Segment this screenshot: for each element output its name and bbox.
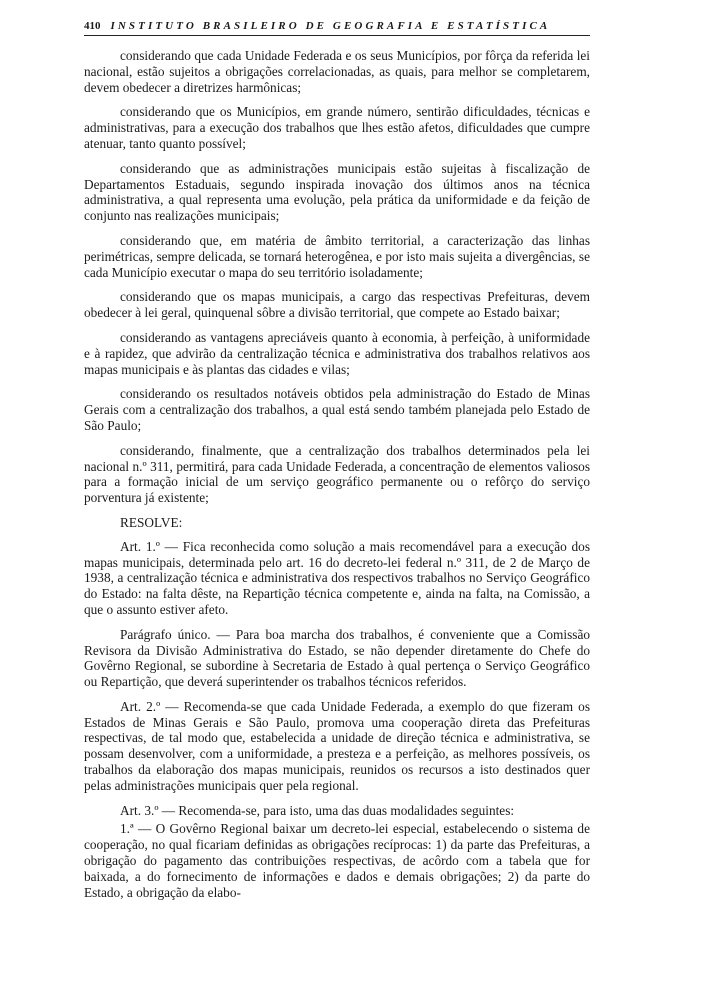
paragraph-4: considerando que, em matéria de âmbito territorial, a caracterização das linhas perimétricas, sempre delicada, se tornará heterogênea, e por isto mais sujeita a divergências, se cada Município executar o mapa do seu território isoladamente; <box>84 232 590 280</box>
page-number: 410 <box>84 20 101 32</box>
paragraph-3: considerando que as administrações municipais estão sujeitas à fiscalização de Departamentos Estaduais, segundo inspirada inovação dos últimos anos na técnica administrativa, a qual representa uma evolução, pela prática da uniformidade e da feição de conjunto nas realizações municipais; <box>84 160 590 224</box>
paragraph-7: considerando os resultados notáveis obtidos pela administração do Estado de Minas Gerais com a centralização dos trabalhos, a qual está sendo também planejada pelo Estado de São Paulo; <box>84 386 590 433</box>
article-3-item-1: 1.ª — O Govêrno Regional baixar um decreto-lei especial, estabelecendo o sistema de cooperação, no qual ficariam definidas as obrigações recíprocas: 1) da parte das Prefeituras, a obrigação do pagamento das contribuições respectivas, de acôrdo com a tabela que for baixada, a do fornecimento de informações e dados e demais obrigações; 2) da parte do Estado, a obrigação da elabo- <box>84 821 590 900</box>
resolve-heading: RESOLVE: <box>120 514 183 530</box>
paragraph-6: considerando as vantagens apreciáveis quanto à economia, à perfeição, à uniformidade e à rapidez, que advirão da centralização técnica e administrativa dos trabalhos relativos aos mapas municipais e às plantas das cidades e vilas; <box>84 329 590 377</box>
paragraph-5: considerando que os mapas municipais, a cargo das respectivas Prefeituras, devem obedecer à lei geral, quinquenal sôbre a divisão territorial, que compete ao Estado baixar; <box>84 289 590 321</box>
article-1: Art. 1.º — Fica reconhecida como solução a mais recomendável para a execução dos mapas municipais, determinada pelo art. 16 do decreto-lei federal n.º 311, de 2 de Março de 1938, a centralização técnica e administrativa dos respectivos trabalhos no Serviço Geográfico do Estado: na falta dêste, na Repartição técnica competente e, ainda na falta, na Comissão, a que o assunto estiver afeto. <box>84 538 590 617</box>
document-page <box>84 20 590 909</box>
paragraph-1: considerando que cada Unidade Federada e os seus Municípios, por fôrça da referida lei nacional, estão sujeitos a obrigações correlacionadas, as quais, para melhor se completarem, devem obedecer a diretrizes harmônicas; <box>84 48 590 95</box>
paragraph-2: considerando que os Municípios, em grande número, sentirão dificuldades, técnicas e administrativas, para a execução dos trabalhos que lhes estão afetos, dificuldades que cumpre atenuar, tanto quanto possível; <box>84 104 590 151</box>
article-3: Art. 3.º — Recomenda-se, para isto, uma das duas modalidades seguintes: <box>120 802 515 818</box>
paragraph-8: considerando, finalmente, que a centralização dos trabalhos determinados pela lei nacional n.º 311, permitirá, para cada Unidade Federada, a concentração de elementos valiosos para a formação inicial de um serviço geográfico permanente ou o refôrço do serviço porventura já existente; <box>84 442 590 506</box>
running-header <box>84 20 590 36</box>
article-2: Art. 2.º — Recomenda-se que cada Unidade Federada, a exemplo do que fizeram os Estados de Minas Gerais e São Paulo, promova uma cooperação direta das Prefeituras respectivas, de tal modo que, estabelecida a unidade de direção técnica e administrativa, se possam desenvolver, com a uniformidade, a presteza e a perfeição, as melhores possíveis, os trabalhos da elaboração dos mapas municipais, reunidos os recursos a isto destinados quer pelas administrações municipais quer pela regional. <box>84 698 590 793</box>
paragrafo-unico: Parágrafo único. — Para boa marcha dos trabalhos, é conveniente que a Comissão Revisora da Divisão Administrativa do Estado, se não depender diretamente do Chefe do Govêrno Regional, se subordine à Secretaria de Estado à qual pertença o Serviço Geográfico ou Repartição, que deverá superintender os trabalhos técnicos referidos. <box>84 626 590 690</box>
running-title: INSTITUTO BRASILEIRO DE GEOGRAFIA E ESTATÍSTICA <box>110 20 551 32</box>
